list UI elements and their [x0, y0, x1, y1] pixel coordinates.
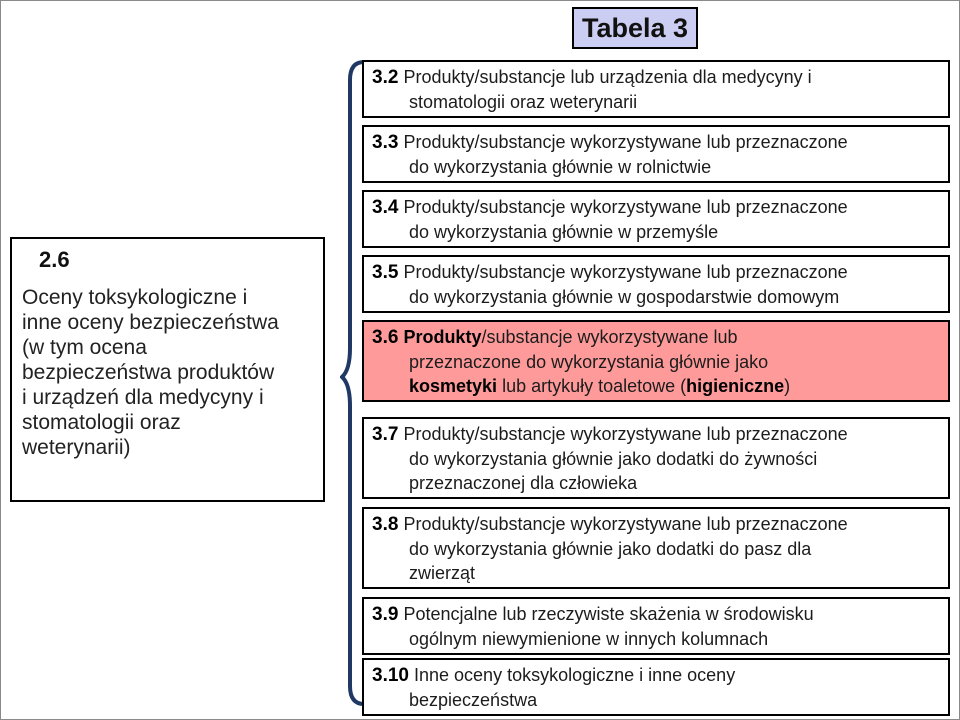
category-number: 2.6 — [39, 247, 70, 272]
item-text: lub artykuły toaletowe ( — [497, 376, 687, 396]
item-3-10 — [362, 658, 950, 716]
item-text: do wykorzystania głównie w rolnictwie — [409, 157, 712, 177]
item-3-4 — [362, 190, 950, 248]
table-title: Tabela 3 — [572, 7, 698, 49]
item-text: Produkty/substancje wykorzystywane lub przeznaczone — [403, 424, 848, 444]
item-text: bezpieczeństwa — [409, 690, 538, 710]
item-3-9 — [362, 597, 950, 655]
category-line: stomatologii oraz — [22, 411, 181, 434]
item-3-2 — [362, 60, 950, 118]
category-line: inne oceny bezpieczeństwa — [22, 311, 279, 334]
item-text: przeznaczonej dla człowieka — [409, 473, 638, 493]
item-3-3 — [362, 125, 950, 183]
item-text: Produkty/substancje wykorzystywane lub przeznaczone — [403, 514, 848, 534]
item-number: 3.8 — [372, 514, 399, 535]
item-text: przeznaczone do wykorzystania głównie jako — [409, 352, 769, 372]
category-line: bezpieczeństwa produktów — [22, 361, 275, 384]
item-text: do wykorzystania głównie w przemyśle — [409, 222, 719, 242]
category-line: Oceny toksykologiczne i — [22, 286, 248, 309]
category-line: (w tym ocena — [22, 336, 147, 359]
category-box — [10, 237, 325, 502]
item-3-7 — [362, 417, 950, 499]
item-number: 3.6 — [372, 327, 399, 348]
item-text: /substancje wykorzystywane lub — [481, 327, 738, 347]
item-number: 3.10 — [372, 665, 409, 686]
item-3-8 — [362, 507, 950, 589]
item-3-5 — [362, 255, 950, 313]
item-text: zwierząt — [409, 563, 476, 583]
item-text: Inne oceny toksykologiczne i inne oceny — [414, 665, 736, 685]
item-text: stomatologii oraz weterynarii — [409, 92, 638, 112]
item-number: 3.4 — [372, 197, 399, 218]
item-3-6-highlighted — [362, 320, 950, 402]
item-text: Produkty/substancje wykorzystywane lub przeznaczone — [403, 132, 848, 152]
item-text: ogólnym niewymienione w innych kolumnach — [409, 629, 769, 649]
item-text-bold: higieniczne — [686, 376, 785, 396]
item-text-bold: Produkty — [403, 327, 482, 347]
item-text: Produkty/substancje wykorzystywane lub przeznaczone — [403, 197, 848, 217]
category-description — [22, 285, 315, 460]
item-text: ) — [784, 376, 791, 396]
item-number: 3.9 — [372, 604, 399, 625]
category-line: weterynarii) — [22, 436, 131, 459]
item-number: 3.5 — [372, 262, 399, 283]
category-line: i urządzeń dla medycyny i — [22, 386, 264, 409]
item-text: Produkty/substancje lub urządzenia dla medycyny i — [403, 67, 812, 87]
item-text: do wykorzystania głównie jako dodatki do żywności — [409, 449, 818, 469]
item-text: do wykorzystania głównie w gospodarstwie domowym — [409, 287, 840, 307]
item-text: do wykorzystania głównie jako dodatki do pasz dla — [409, 539, 812, 559]
item-number: 3.7 — [372, 424, 399, 445]
item-number: 3.2 — [372, 67, 399, 88]
item-number: 3.3 — [372, 132, 399, 153]
item-text: Produkty/substancje wykorzystywane lub przeznaczone — [403, 262, 848, 282]
item-text-bold: kosmetyki — [409, 376, 498, 396]
item-text: Potencjalne lub rzeczywiste skażenia w środowisku — [403, 604, 814, 624]
